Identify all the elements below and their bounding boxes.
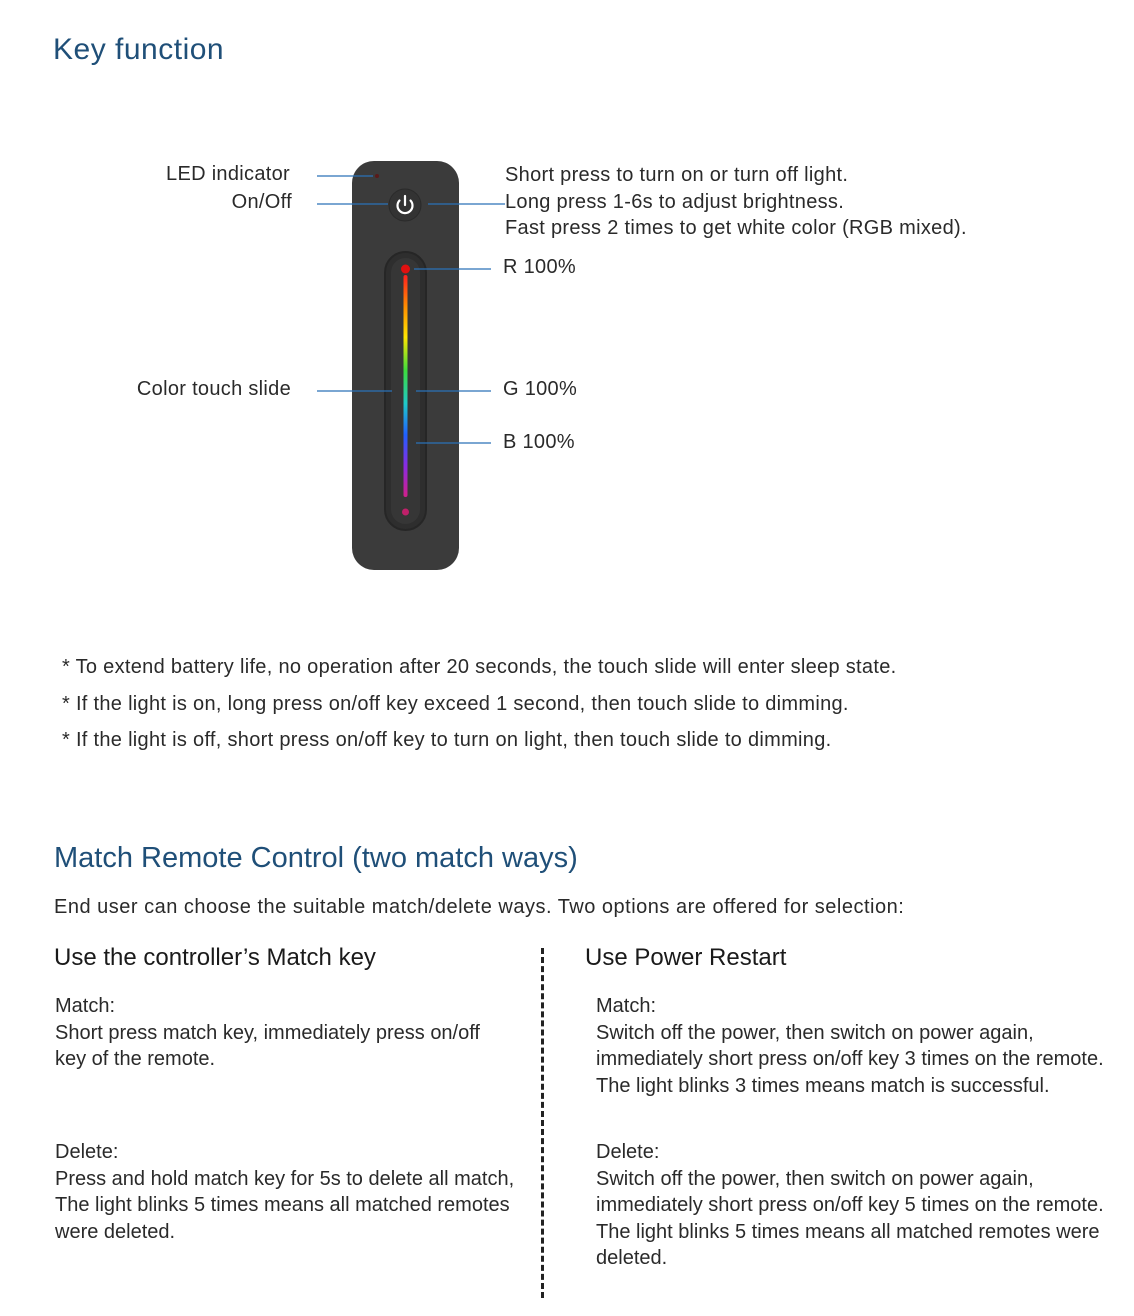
right-delete-line: Switch off the power, then switch on power again,: [596, 1167, 1034, 1190]
on-off-desc-line: Short press to turn on or turn off light.: [505, 164, 849, 186]
left-delete-line: were deleted.: [55, 1220, 176, 1243]
on-off-desc-line: Fast press 2 times to get white color (RGB mixed).: [505, 217, 967, 239]
blue-point-label: B 100%: [503, 431, 575, 453]
on-off-description: [505, 162, 967, 242]
left-column-title: Use the controller’s Match key: [54, 944, 376, 971]
left-match-line: key of the remote.: [55, 1048, 216, 1070]
note-item: * If the light is off, short press on/off key to turn on light, then touch slide to dimming.: [62, 729, 832, 751]
left-match-label: Match:: [55, 995, 116, 1017]
right-column-title: Use Power Restart: [585, 944, 787, 971]
right-match-label: Match:: [596, 995, 657, 1017]
on-off-desc-line: Long press 1-6s to adjust brightness.: [505, 190, 845, 213]
right-match-block: [596, 993, 1104, 1099]
right-delete-label: Delete:: [596, 1141, 660, 1163]
end-point: [402, 509, 409, 516]
right-delete-line: deleted.: [596, 1247, 668, 1269]
remote-illustration: [0, 0, 1134, 620]
notes-list: [62, 652, 896, 762]
left-delete-line: Press and hold match key for 5s to delete all match,: [55, 1167, 515, 1190]
right-delete-block: [596, 1139, 1104, 1272]
left-delete-line: The light blinks 5 times means all matched remotes: [55, 1194, 510, 1216]
column-divider: [541, 948, 544, 1298]
red-point-label: R 100%: [503, 256, 576, 278]
right-match-line: Switch off the power, then switch on power again,: [596, 1021, 1034, 1044]
right-delete-line: The light blinks 5 times means all matched remotes were: [596, 1220, 1100, 1243]
power-icon[interactable]: [389, 189, 421, 221]
left-delete-label: Delete:: [55, 1141, 119, 1163]
right-delete-line: immediately short press on/off key 5 times on the remote.: [596, 1194, 1104, 1216]
right-match-line: The light blinks 3 times means match is successful.: [596, 1074, 1050, 1097]
green-point-label: G 100%: [503, 378, 578, 400]
match-intro: End user can choose the suitable match/delete ways. Two options are offered for selection:: [54, 896, 905, 918]
left-match-line: Short press match key, immediately press on/off: [55, 1021, 480, 1044]
note-item: * If the light is on, long press on/off key exceed 1 second, then touch slide to dimming.: [62, 692, 849, 715]
note-item: * To extend battery life, no operation after 20 seconds, the touch slide will enter sleep state.: [62, 656, 897, 678]
left-match-block: [55, 993, 480, 1073]
led-indicator-dot: [375, 174, 379, 178]
right-match-line: immediately short press on/off key 3 times on the remote.: [596, 1048, 1104, 1070]
color-touch-slide-label: Color touch slide: [136, 378, 291, 400]
left-delete-block: [55, 1139, 514, 1245]
on-off-label: On/Off: [231, 191, 292, 213]
led-indicator-label: LED indicator: [166, 163, 290, 185]
match-section-title: Match Remote Control (two match ways): [54, 842, 578, 874]
red-point: [401, 265, 410, 274]
color-slide-strip: [404, 275, 408, 497]
key-function-title: Key function: [53, 33, 225, 66]
